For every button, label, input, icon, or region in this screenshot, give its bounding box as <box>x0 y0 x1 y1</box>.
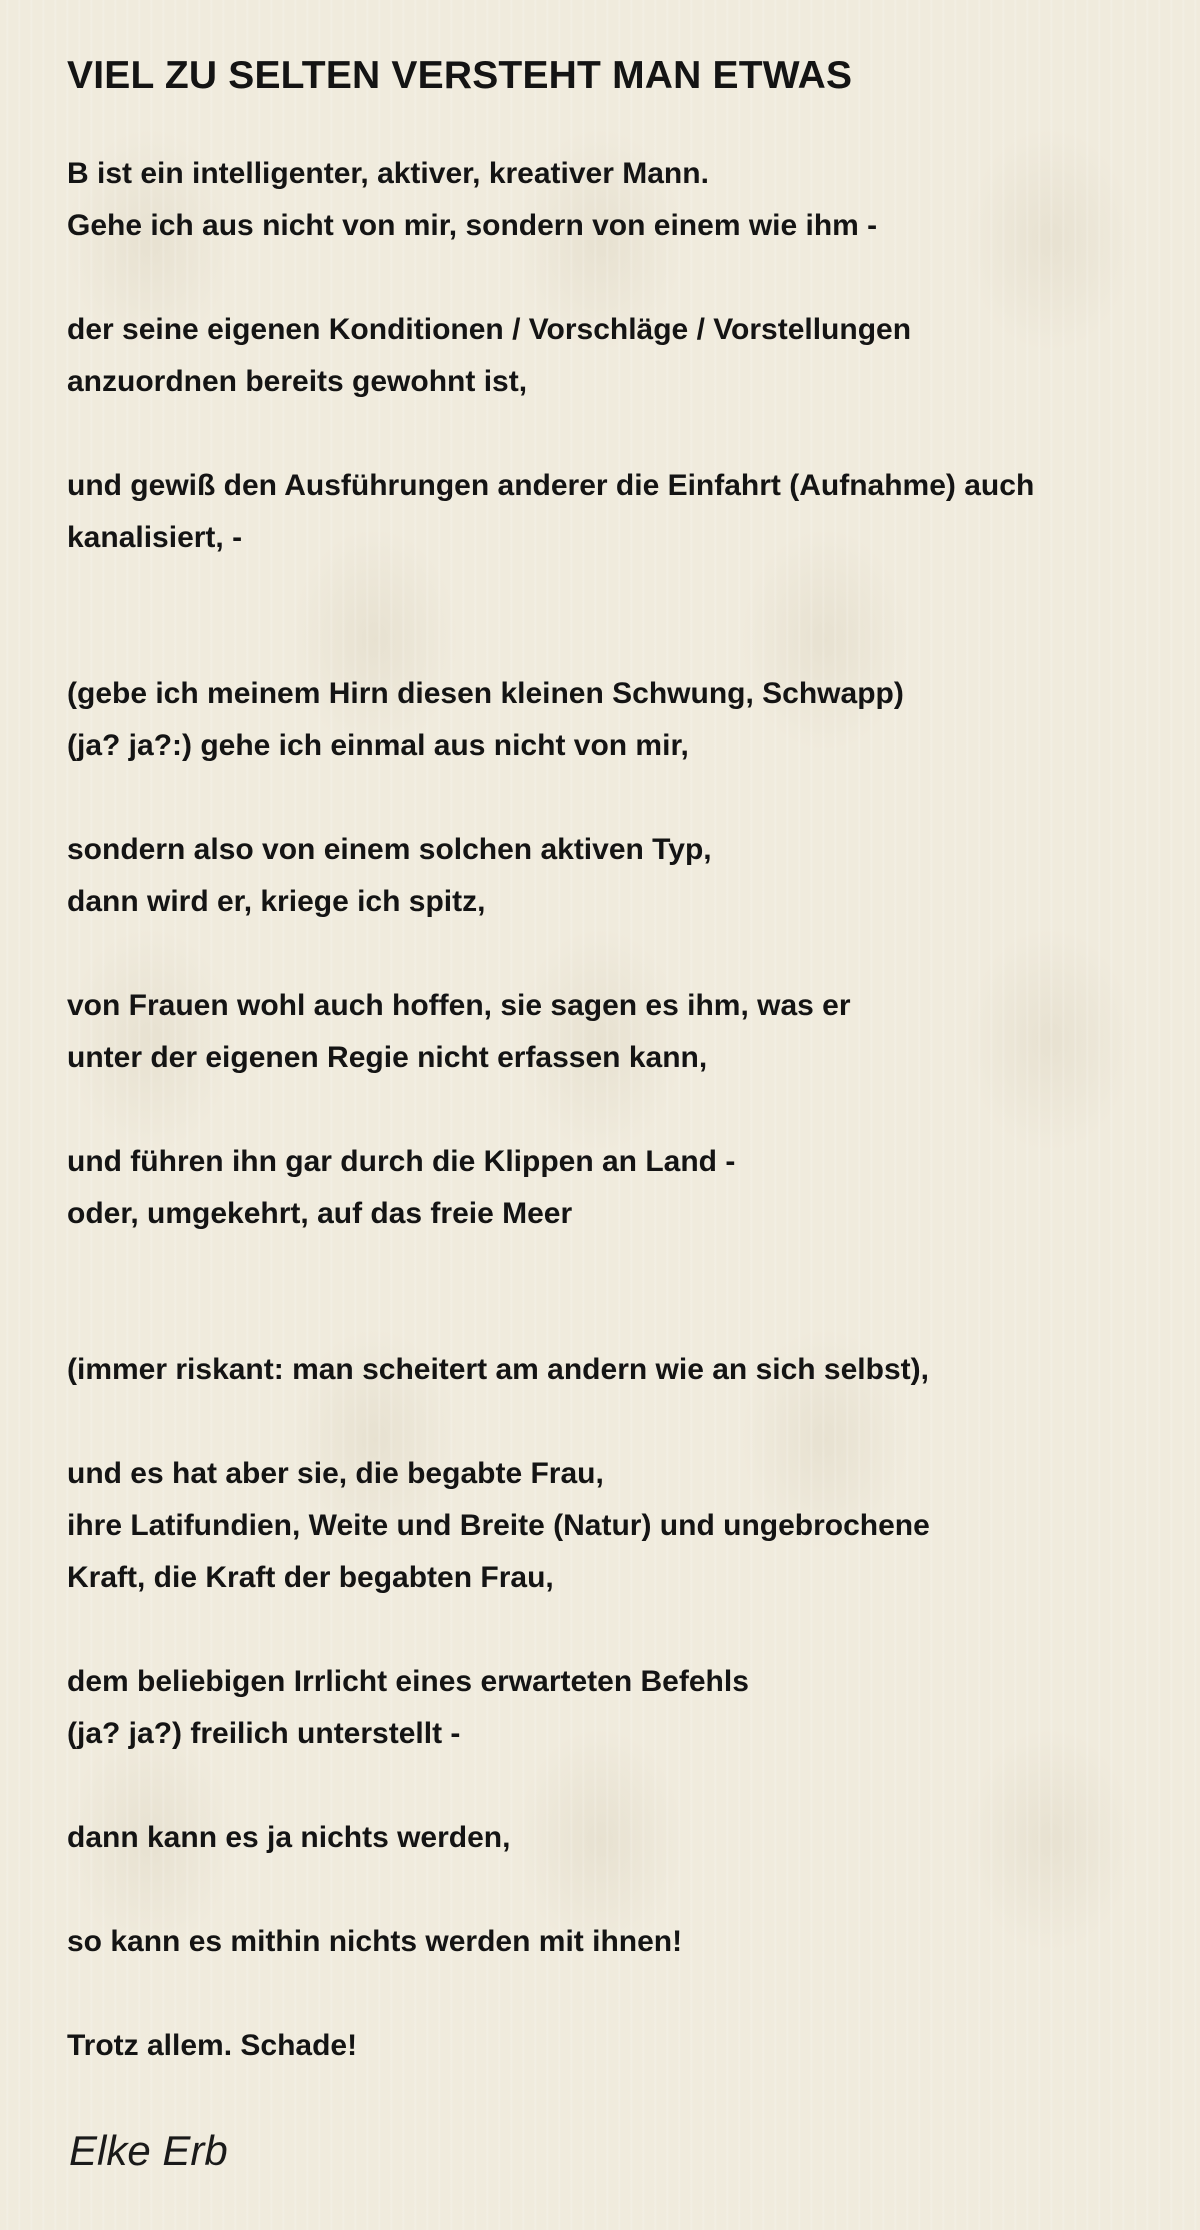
poem-line: kanalisiert, - <box>67 521 243 554</box>
poem-line: der seine eigenen Konditionen / Vorschläge / Vorstellungen <box>67 313 912 346</box>
stanza-gap <box>67 408 1167 460</box>
stanza <box>67 668 1167 772</box>
poem-title: VIEL ZU SELTEN VERSTEHT MAN ETWAS <box>67 54 853 97</box>
stanza-gap <box>67 1760 1167 1812</box>
section-gap <box>67 1240 1167 1344</box>
poem-author: Elke Erb <box>69 2127 228 2174</box>
poem-line: und gewiß den Ausführungen anderer die Einfahrt (Aufnahme) auch <box>67 469 1035 502</box>
stanza-gap <box>67 928 1167 980</box>
poem-line: B ist ein intelligenter, aktiver, kreativer Mann. <box>67 157 709 190</box>
poem-line: Trotz allem. Schade! <box>67 2029 358 2062</box>
poem-line: (ja? ja?:) gehe ich einmal aus nicht von mir, <box>67 729 689 762</box>
stanza <box>67 1656 1167 1760</box>
poem-line: so kann es mithin nichts werden mit ihnen! <box>67 1925 683 1958</box>
stanza-gap <box>67 1084 1167 1136</box>
poem-line: unter der eigenen Regie nicht erfassen kann, <box>67 1041 708 1074</box>
poem-line: (gebe ich meinem Hirn diesen kleinen Schwung, Schwapp) <box>67 677 904 710</box>
section-gap <box>67 564 1167 668</box>
poem-line: sondern also von einem solchen aktiven Typ, <box>67 833 712 866</box>
stanza-gap <box>67 1864 1167 1916</box>
stanza <box>67 1136 1167 1240</box>
poem-line: dann kann es ja nichts werden, <box>67 1821 511 1854</box>
stanza-gap <box>67 252 1167 304</box>
poem-line: anzuordnen bereits gewohnt ist, <box>67 365 528 398</box>
stanza <box>67 1916 1167 1968</box>
poem-line: dann wird er, kriege ich spitz, <box>67 885 486 918</box>
stanza-gap <box>67 1968 1167 2020</box>
stanza <box>67 1344 1167 1396</box>
stanza <box>67 1812 1167 1864</box>
poem-page <box>67 50 1167 2174</box>
stanza <box>67 980 1167 1084</box>
stanza <box>67 148 1167 252</box>
poem-line: ihre Latifundien, Weite und Breite (Natur) und ungebrochene <box>67 1509 930 1542</box>
stanza <box>67 460 1167 564</box>
stanza-gap <box>67 1396 1167 1448</box>
poem-line: und es hat aber sie, die begabte Frau, <box>67 1457 604 1490</box>
stanza-gap <box>67 772 1167 824</box>
stanza <box>67 824 1167 928</box>
poem-body <box>67 148 1167 2072</box>
stanza-gap <box>67 1604 1167 1656</box>
poem-line: Kraft, die Kraft der begabten Frau, <box>67 1561 554 1594</box>
stanza <box>67 1448 1167 1604</box>
poem-line: (immer riskant: man scheitert am andern wie an sich selbst), <box>67 1353 929 1386</box>
poem-line: von Frauen wohl auch hoffen, sie sagen es ihm, was er <box>67 989 851 1022</box>
stanza <box>67 304 1167 408</box>
stanza <box>67 2020 1167 2072</box>
poem-line: Gehe ich aus nicht von mir, sondern von einem wie ihm - <box>67 209 878 242</box>
poem-line: und führen ihn gar durch die Klippen an Land - <box>67 1145 736 1178</box>
poem-line: oder, umgekehrt, auf das freie Meer <box>67 1197 573 1230</box>
poem-line: dem beliebigen Irrlicht eines erwarteten Befehls <box>67 1665 749 1698</box>
poem-line: (ja? ja?) freilich unterstellt - <box>67 1717 461 1750</box>
